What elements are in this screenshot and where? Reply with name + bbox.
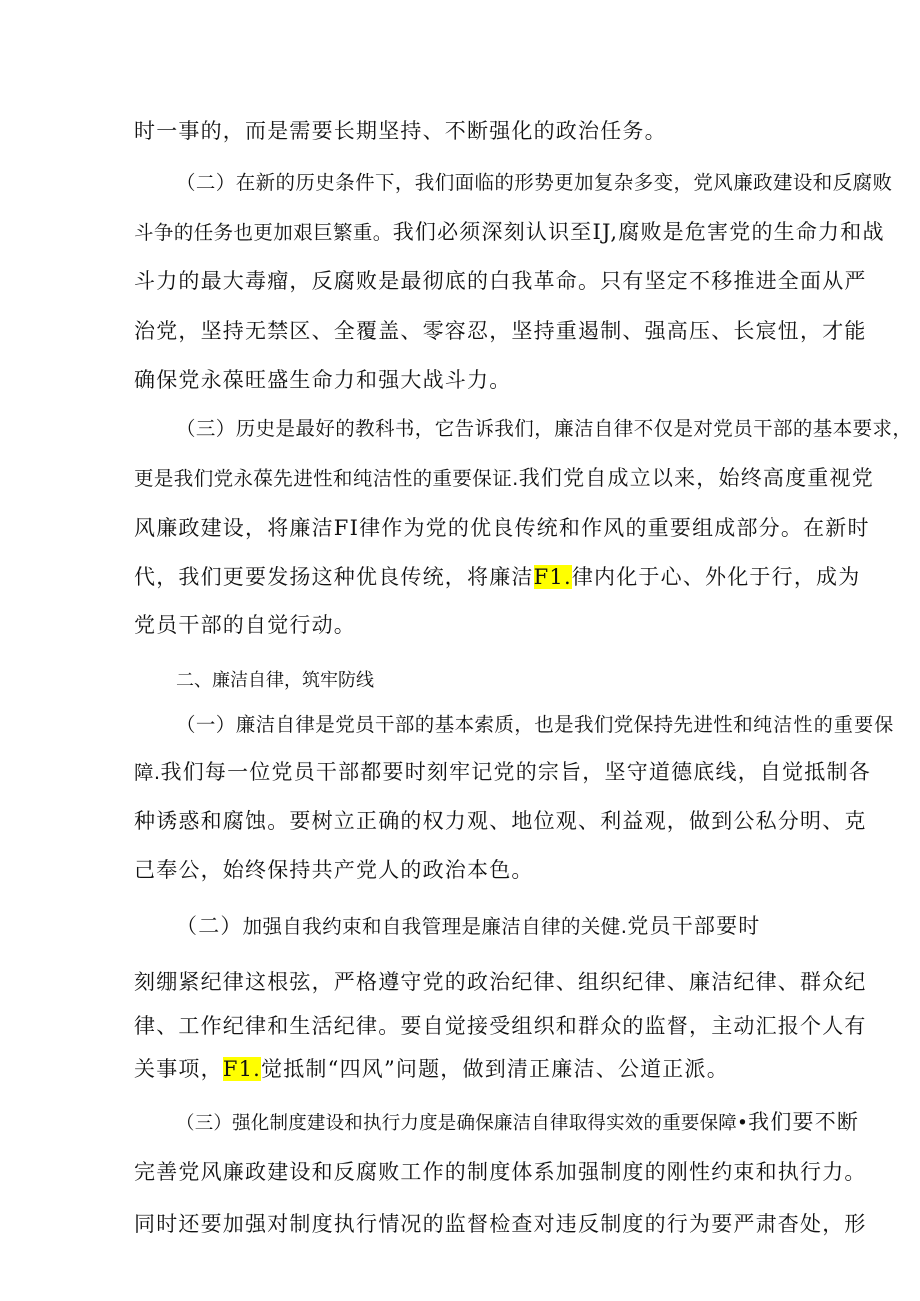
text-segment: 种诱惑和腐蚀。要树立正确的权力观、地位观、利益观，做到公私分明、克 bbox=[134, 809, 867, 833]
text-segment: 关事项， bbox=[134, 1057, 223, 1081]
text-segment: 己奉公，始终保持共产党人的政治本色。 bbox=[134, 858, 534, 882]
text-segment: 刻绷紧纪律这根弦，严格遵守党的政治纪律、组织纪律、廉洁纪律、群众纪 bbox=[134, 970, 867, 994]
text-line bbox=[134, 562, 860, 592]
text-line bbox=[134, 316, 867, 346]
text-segment: 斗力的最大毒瘤，反腐败是最彻底的白我革命。只有坚定不移推进全面从严 bbox=[134, 269, 867, 293]
text-line bbox=[134, 757, 871, 787]
text-line bbox=[134, 513, 870, 543]
section-heading bbox=[176, 666, 374, 696]
text-segment: （二）在新的历史条件下，我们面临的形势更加复杂多变，党风廉政建设和反腐败 bbox=[176, 171, 893, 194]
text-line bbox=[134, 1011, 867, 1041]
text-segment: 斗争的任务也更加艰巨繁重。 bbox=[134, 221, 393, 244]
text-line bbox=[134, 967, 867, 997]
text-segment: （二） bbox=[176, 914, 243, 938]
text-line bbox=[176, 911, 761, 941]
text-segment: 障. bbox=[134, 761, 161, 784]
text-segment: 二、廉洁自律，筑牢防线 bbox=[176, 670, 374, 691]
text-segment: 我们必须深刻认识至IJ,腐败是危害党的生命力和战 bbox=[392, 220, 885, 244]
text-segment: （三）强化制度建设和执行力度是确保廉洁自律取得实效的重要保障• bbox=[176, 1113, 749, 1134]
text-line bbox=[134, 1157, 867, 1187]
text-segment: 更是我们党永葆先进性和纯洁性的重要保证. bbox=[134, 467, 519, 490]
highlighted-text: F1. bbox=[533, 565, 572, 589]
text-segment: 律内化于心、外化于行，成为 bbox=[571, 565, 861, 589]
text-segment: （三）历史是最好的教科书，它告诉我们，廉洁自律不仅是对党员干部的基本要求， bbox=[176, 417, 913, 440]
text-line bbox=[134, 116, 667, 146]
text-segment: 党员干部的自觉行动。 bbox=[134, 613, 356, 637]
text-segment: （一）廉洁自律是党员干部的基本索质，也是我们党保持先进性和 bbox=[176, 713, 754, 736]
text-line bbox=[134, 266, 867, 296]
text-line bbox=[134, 463, 874, 493]
text-segment: 觉抵制“四风”问题，做到清正廉洁、公道正派。 bbox=[261, 1057, 729, 1081]
text-segment: 代，我们更要发扬这种优良传统，将廉洁 bbox=[134, 565, 534, 589]
text-line bbox=[134, 1054, 729, 1084]
text-segment: 完善党风廉政建设和反腐败工作的制度体系加强制度的刚性约束和执行力。 bbox=[134, 1160, 867, 1184]
text-line bbox=[176, 168, 892, 198]
text-segment: 治党，坚持无禁区、全覆盖、零容忍，坚持重遏制、强高压、长宸忸，才能 bbox=[134, 319, 867, 343]
text-line bbox=[134, 217, 885, 247]
text-segment: 我们每一位党员干部都要时刻牢记党的宗旨，坚守道德底线，自觉抵制各 bbox=[160, 760, 871, 784]
text-segment: 风廉政建设，将廉洁FI律作为党的优良传统和作风的重要组成部分。在新时 bbox=[134, 516, 870, 540]
text-segment: 同时还要加强对制度执行情况的监督检查对违反制度的行为要严肃杳处，形 bbox=[134, 1212, 867, 1236]
text-line bbox=[176, 414, 912, 444]
text-line bbox=[134, 610, 356, 640]
text-segment: 加强自我约束和自我管理是廉洁自律的关健. bbox=[242, 915, 628, 938]
text-line bbox=[176, 1107, 859, 1137]
text-segment: 我们要不断 bbox=[748, 1110, 860, 1134]
text-segment: 纯洁性的重要保 bbox=[753, 714, 895, 736]
text-line bbox=[134, 365, 511, 395]
text-segment: 党员干部要时 bbox=[627, 914, 761, 938]
text-segment: 时一事的，而是需要长期坚持、不断强化的政治任务。 bbox=[134, 119, 667, 143]
highlighted-text: F1. bbox=[222, 1057, 262, 1081]
text-line bbox=[134, 855, 534, 885]
text-line bbox=[134, 1209, 867, 1239]
text-line bbox=[176, 709, 895, 739]
text-segment: 确保党永葆旺盛生命力和强大战斗力。 bbox=[134, 368, 512, 392]
text-segment: 我们党自成立以来，始终高度重视党 bbox=[518, 466, 874, 490]
text-line bbox=[134, 806, 867, 836]
text-segment: 律、工作纪律和生活纪律。要自觉接受组织和群众的监督，主动汇报个人有 bbox=[134, 1014, 867, 1038]
